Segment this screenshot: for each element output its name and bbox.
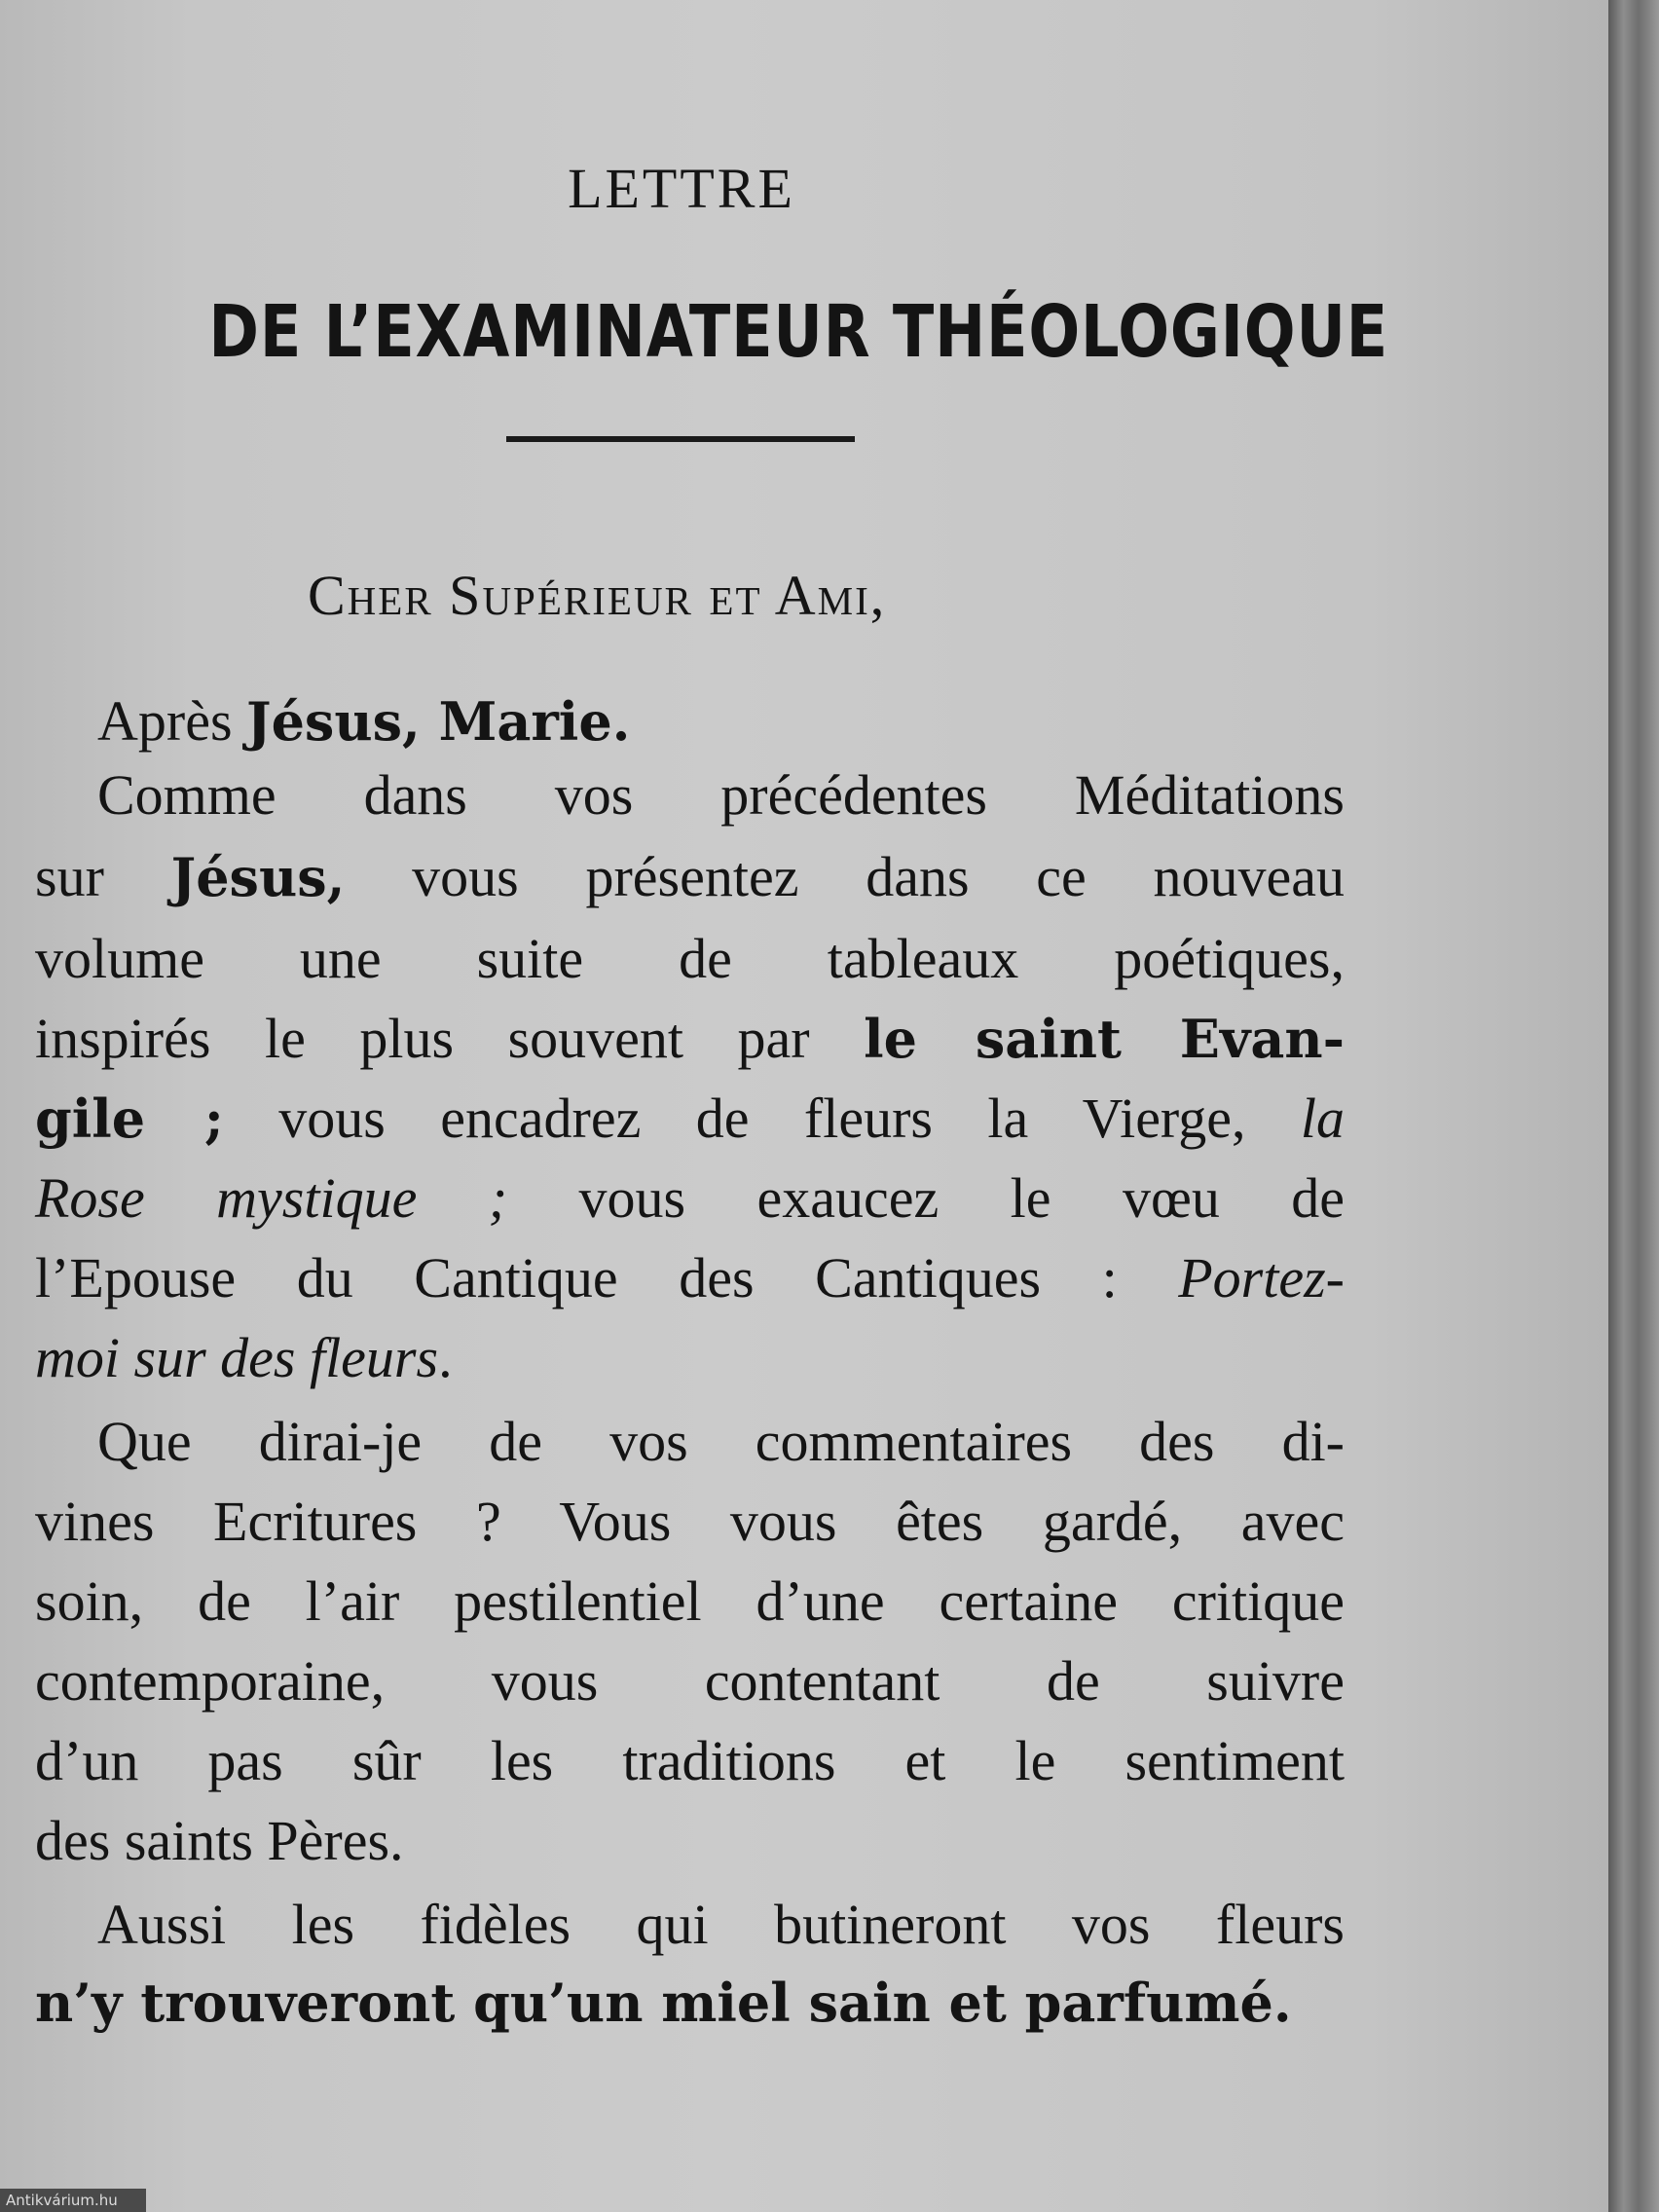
text-line: vines Ecritures ? Vous vous êtes gardé, avec bbox=[35, 1490, 1345, 1553]
text-line: Que dirai-je de vos commentaires des di- bbox=[97, 1410, 1345, 1473]
bold-text: gile ; bbox=[35, 1088, 224, 1150]
text-line bbox=[35, 1246, 1345, 1309]
text-line bbox=[35, 1087, 1346, 1150]
text-line: des saints Pères. bbox=[35, 1809, 404, 1872]
text-run: l’Epouse du Cantique des Cantiques : bbox=[35, 1246, 1179, 1309]
text-line: Aussi les fidèles qui butineront vos fleurs bbox=[97, 1893, 1345, 1956]
text-run: sur bbox=[35, 845, 171, 908]
italic-text: moi sur des fleurs bbox=[35, 1326, 439, 1389]
text-line: d’un pas sûr les traditions et le sentiment bbox=[35, 1729, 1345, 1792]
watermark: Antikvárium.hu bbox=[0, 2189, 146, 2212]
text-line: Comme dans vos précédentes Méditations bbox=[97, 763, 1345, 827]
bold-text: le saint Evan- bbox=[864, 1008, 1345, 1070]
salutation: Cher Supérieur et Ami, bbox=[308, 564, 887, 627]
text-line bbox=[35, 845, 1345, 908]
title-divider bbox=[506, 436, 855, 442]
italic-text: la bbox=[1300, 1087, 1346, 1150]
text-line: soin, de l’air pestilentiel d’une certaine critique bbox=[35, 1569, 1345, 1633]
letter-heading: LETTRE bbox=[568, 157, 795, 220]
text-line: volume une suite de tableaux poétiques, bbox=[35, 927, 1345, 990]
italic-text: Portez- bbox=[1178, 1246, 1345, 1309]
bold-text: Jésus, Marie. bbox=[246, 690, 631, 753]
text-run: . bbox=[438, 1326, 453, 1389]
text-line bbox=[35, 1166, 1345, 1230]
text-line bbox=[35, 1326, 1345, 1389]
bold-text: Jésus, bbox=[170, 846, 346, 908]
text-run: vous encadrez de fleurs la Vierge, bbox=[223, 1087, 1301, 1150]
text-run: inspirés le plus souvent par bbox=[35, 1007, 865, 1070]
text-line bbox=[35, 1007, 1345, 1070]
text-line: n’y trouveront qu’un miel sain et parfumé. bbox=[35, 1972, 1292, 2034]
italic-text: Rose mystique ; bbox=[35, 1166, 508, 1230]
text-line bbox=[97, 689, 1345, 753]
book-spine bbox=[1608, 0, 1659, 2212]
text-run: vous présentez dans ce nouveau bbox=[345, 845, 1345, 908]
letter-title: DE L’EXAMINATEUR THÉOLOGIQUE bbox=[208, 290, 1389, 374]
text-line: contemporaine, vous contentant de suivre bbox=[35, 1649, 1345, 1713]
text-run: vous exaucez le vœu de bbox=[507, 1166, 1345, 1230]
text-run: Après bbox=[97, 689, 247, 753]
